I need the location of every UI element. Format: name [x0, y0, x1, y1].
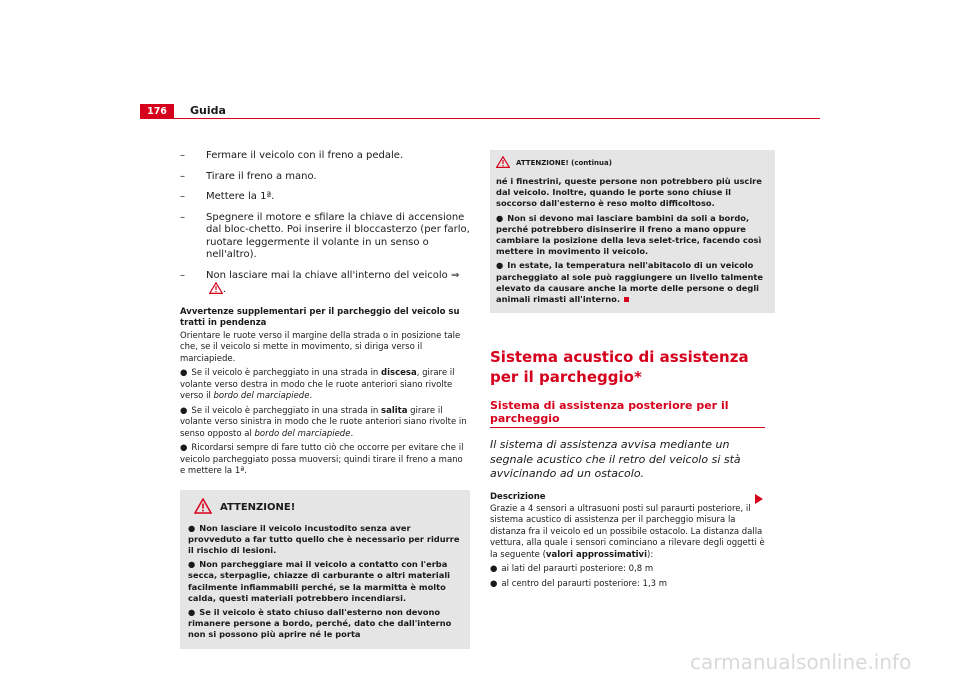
list-item: ● Se il veicolo è parcheggiato in una strada in salita girare il volante verso sinistra in modo che le ruote anteriori siano rivolte in senso opposto al bordo del marciapiede. [180, 405, 467, 439]
list-item: ● Se il veicolo è stato chiuso dall'esterno non devono rimanere persone a bordo, perché, dato che dall'interno non si possono più aprire né le porta [188, 606, 452, 640]
step-item: – Fermare il veicolo con il freno a pedale. [180, 150, 404, 161]
warning-title: ATTENZIONE! [220, 501, 296, 513]
list-item: ● ai lati del paraurti posteriore: 0,8 m [490, 564, 654, 575]
warning-triangle-icon[interactable] [209, 282, 223, 294]
list-item: ● Non lasciare il veicolo incustodito senza aver provveduto a far tutto quello che è necessario per ridurre il rischio di lesioni. [188, 522, 460, 555]
warning-box [180, 490, 470, 649]
warning-triangle-icon [194, 498, 212, 517]
subsection-intro: Il sistema di assistenza avvisa mediante un segnale acustico che il retro del veicolo si stà avvicinando ad un ostacolo. [490, 438, 741, 481]
page-number: 176 [140, 104, 174, 118]
list-item: ● Se il veicolo è parcheggiato in una strada in discesa, girare il volante verso destra in modo che le ruote anteriori siano rivolte verso il bordo del marciapiede. [180, 368, 455, 401]
next-page-arrow-icon[interactable] [755, 494, 763, 504]
list-item: ● Non parcheggiare mai il veicolo a contatto con l'erba secca, sterpaglie, chiazze di carburante o altri materiali facilmente infiammabili perché, se la marmitta è molto calda, questi materiali potrebbero incendiarsi. [188, 559, 451, 603]
watermark: carmanualsonline.info [690, 650, 912, 674]
right-column [490, 150, 765, 590]
warning-triangle-icon [496, 156, 510, 170]
warning-continued-title: ATTENZIONE! (continua) [516, 159, 612, 167]
step-item: – Non lasciare mai la chiave all'interno del veicolo ⇒. [180, 269, 460, 295]
list-item: ● Non si devono mai lasciare bambini da soli a bordo, perché potrebbero disinserire il freno a mano oppure cambiare la posizione della leva selet-trice, facendo così mettere in movimento il veicolo. [496, 212, 762, 257]
section-title: Sistema acustico di assistenza per il parcheggio* [490, 348, 749, 387]
slope-parking-heading: Avvertenze supplementari per il parcheggio del veicolo su tratti in pendenza [180, 306, 460, 328]
warning-continued-text: né i finestrini, queste persone non potrebbero più uscire dal veicolo. Inoltre, quando le porte sono chiuse il soccorso dall'esterno è reso molto difficoltoso. [496, 176, 762, 209]
page-header-title: Guida [190, 104, 226, 117]
left-column [180, 150, 470, 649]
description-heading: Descrizione [490, 491, 546, 502]
section-end-mark [624, 297, 629, 302]
step-item: – Spegnere il motore e sfilare la chiave di accensione dal bloc-chetto. Poi inserire il bloccasterzo (per farlo, ruotare leggermente il volante in un senso o nell'altro). [180, 211, 470, 260]
slope-parking-intro: Orientare le ruote verso il margine della strada o in posizione tale che, se il veicolo si mette in movimento, si diriga verso il marciapiede. [180, 330, 461, 364]
step-item: – Mettere la 1ª. [180, 191, 275, 202]
list-item: ● In estate, la temperatura nell'abitacolo di un veicolo parcheggiato al sole può raggiungere un livello talmente elevato da causare anche la morte delle persone o degli animali rimasti all'interno. [496, 260, 764, 305]
subsection-title: Sistema di assistenza posteriore per il parcheggio [490, 399, 765, 428]
header-divider [140, 118, 820, 119]
warning-box-continued [490, 150, 775, 313]
list-item: ● al centro del paraurti posteriore: 1,3 m [490, 578, 668, 589]
description-text: Grazie a 4 sensori a ultrasuoni posti sul paraurti posteriore, il sistema acustico di assistenza per il parcheggio misura la distanza fra il veicolo ed un possibile ostacolo. La distanza dalla vettura, alla quale i sensori cominciano a rilevare degli oggetti è la seguente (valori approssimativi): [490, 503, 765, 560]
step-item: – Tirare il freno a mano. [180, 170, 317, 182]
list-item: ● Ricordarsi sempre di fare tutto ciò che occorre per evitare che il veicolo parcheggiato possa muoversi; quindi tirare il freno a mano e mettere la 1ª. [180, 443, 464, 476]
